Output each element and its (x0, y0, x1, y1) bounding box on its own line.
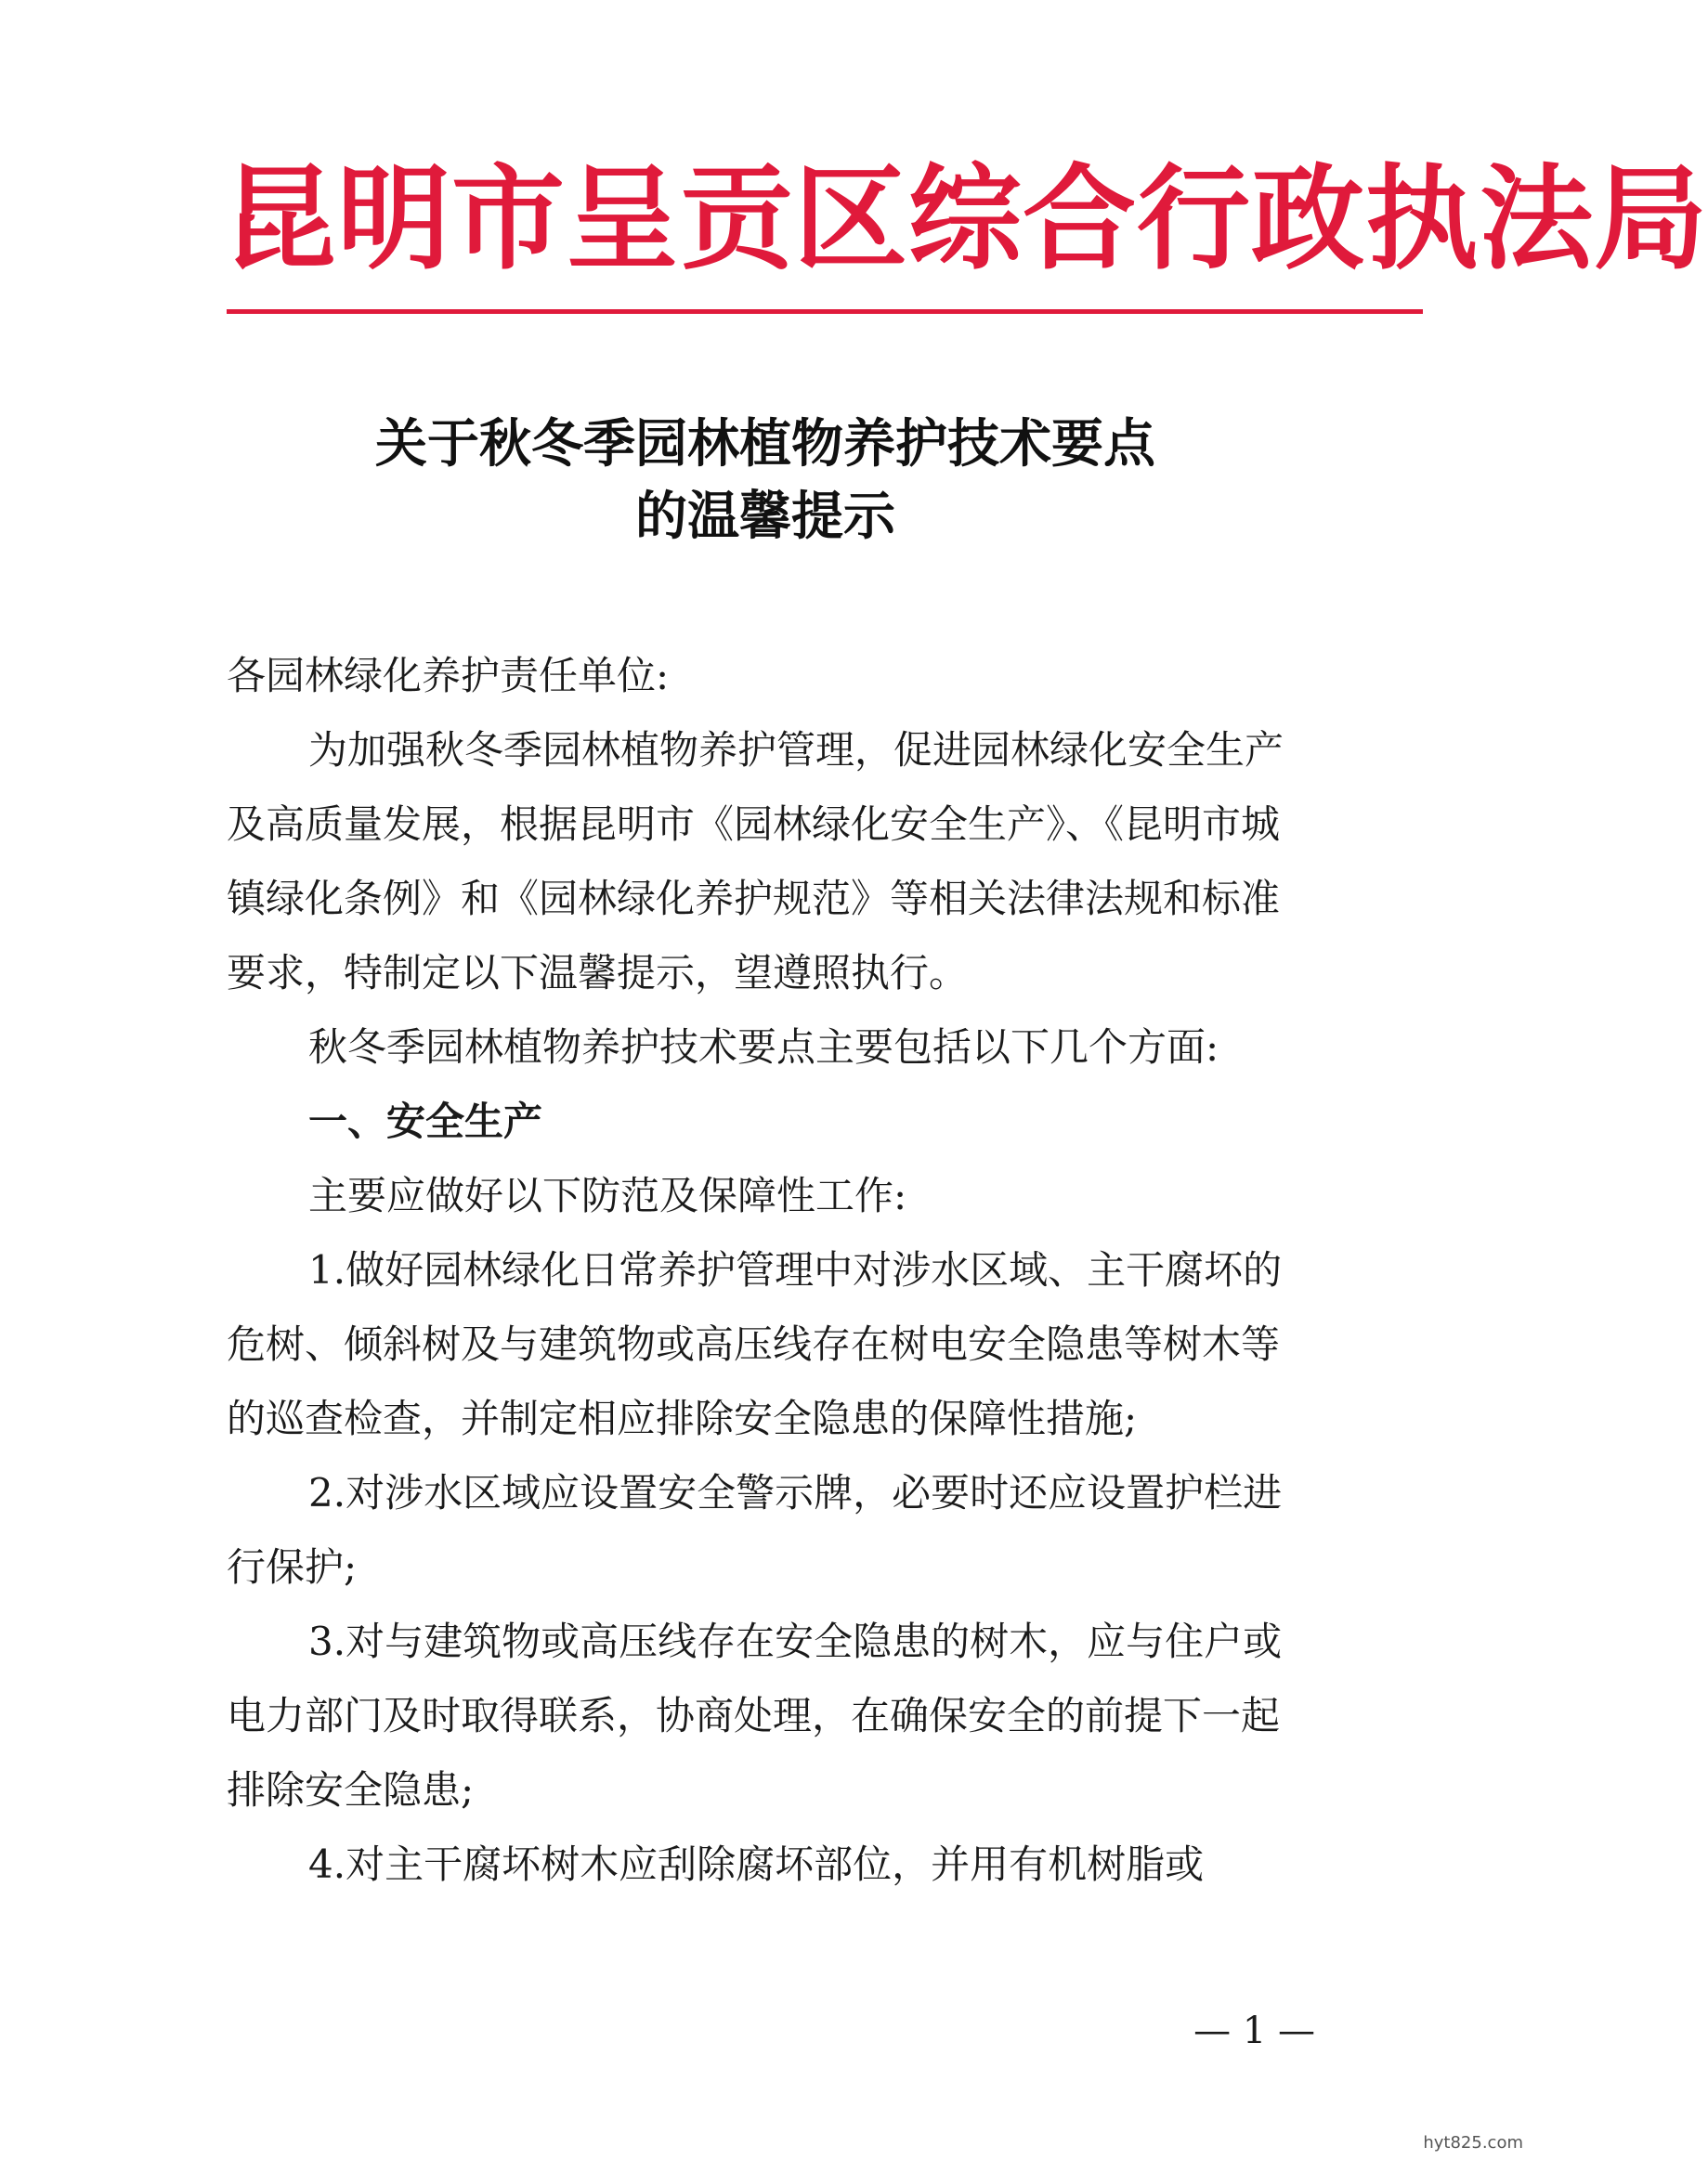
paragraph-intro: 为加强秋冬季园林植物养护管理，促进园林绿化安全生产及高质量发展，根据昆明市《园林绿化安全生产》、《昆明市城镇绿化条例》和《园林绿化养护规范》等相关法律法规和标准要求，特制定以下温馨提示，望遵照执行。 (227, 727, 1284, 995)
document-title-line1: 关于秋冬季园林植物养护技术要点 (375, 413, 1155, 475)
issuing-organization-header: 昆明市呈贡区综合行政执法局 (223, 151, 1708, 285)
list-item: 2.对涉水区域应设置安全警示牌，必要时还应设置护栏进行保护; (227, 1470, 1283, 1590)
document-body (227, 639, 1285, 1902)
list-item: 3.对与建筑物或高压线存在安全隐患的树木，应与住户或电力部门及时取得联系，协商处理，在确保安全的前提下一起排除安全隐患; (227, 1619, 1283, 1813)
section-intro: 主要应做好以下防范及保障性工作: (308, 1173, 907, 1218)
salutation: 各园林绿化养护责任单位: (227, 653, 670, 698)
section-heading: 一、安全生产 (308, 1099, 543, 1144)
document-title-line2: 的温馨提示 (635, 486, 895, 547)
list-item: 1.做好园林绿化日常养护管理中对涉水区域、主干腐坏的危树、倾斜树及与建筑物或高压线存在树电安全隐患等树木等的巡查检查，并制定相应排除安全隐患的保障性措施; (227, 1247, 1283, 1441)
page-number: — 1 — (1193, 2010, 1315, 2052)
watermark-text: hyt825.com (1423, 2133, 1523, 2153)
paragraph-summary: 秋冬季园林植物养护技术要点主要包括以下几个方面: (308, 1024, 1219, 1070)
list-item: 4.对主干腐坏树木应刮除腐坏部位，并用有机树脂或 (308, 1841, 1205, 1887)
header-red-rule (227, 309, 1423, 314)
